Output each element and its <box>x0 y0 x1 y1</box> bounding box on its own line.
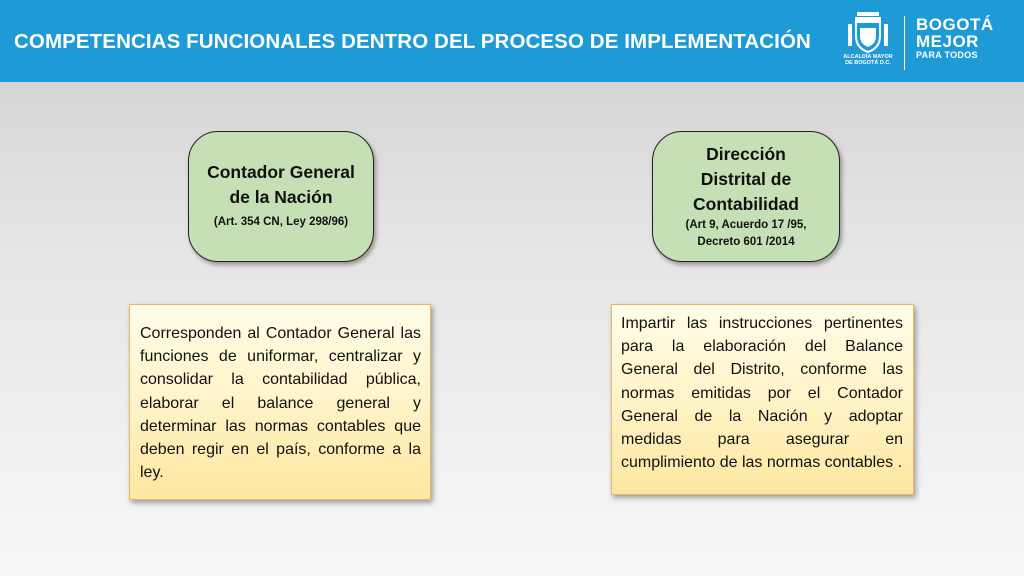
entity-reference <box>653 217 839 251</box>
description-box-contador-general: Corresponden al Contador General las funciones de uniformar, centralizar y consolidar la contabilidad pública, elaborar el balance general y determinar las normas contables que deben regir en el país, conforme a la ley. <box>129 304 431 500</box>
brand-line1: BOGOTÁ <box>916 15 994 34</box>
entity-name-line2: de la Nación <box>229 187 333 207</box>
description-box-direccion-distrital: Impartir las instrucciones pertinentes para la elaboración del Balance General del Distrito, conforme las normas emitidas por el Contador General de la Nación y adoptar medidas para asegurar en cumplimiento de las normas contables . <box>611 304 914 495</box>
entity-name-line1: Contador General <box>207 162 355 182</box>
entity-reference-line2: Decreto 601 /2014 <box>697 236 795 248</box>
logo-divider <box>904 16 905 70</box>
brand-wordmark <box>916 16 994 61</box>
bogota-logo <box>842 10 1014 70</box>
entity-reference: (Art. 354 CN, Ley 298/96) <box>213 216 349 228</box>
seal-caption <box>836 54 900 66</box>
entity-name <box>653 142 839 217</box>
entity-reference-line1: (Art 9, Acuerdo 17 /95, <box>685 219 807 231</box>
entity-box-direccion-distrital <box>652 131 840 262</box>
seal-icon <box>842 10 894 54</box>
header-bar <box>0 0 1024 82</box>
brand-line2: MEJOR <box>916 32 979 51</box>
slide-title: COMPETENCIAS FUNCIONALES DENTRO DEL PROCESO DE IMPLEMENTACIÓN <box>14 30 811 53</box>
brand-line3: PARA TODOS <box>916 50 978 60</box>
entity-name <box>189 160 373 210</box>
entity-name-line2: Distrital de <box>700 169 792 189</box>
seal-caption-line1: ALCALDÍA MAYOR <box>843 54 893 60</box>
entity-name-line1: Dirección <box>706 144 786 164</box>
entity-box-contador-general <box>188 131 374 262</box>
seal-caption-line2: DE BOGOTÁ D.C. <box>845 60 891 66</box>
entity-name-line3: Contabilidad <box>693 194 799 214</box>
